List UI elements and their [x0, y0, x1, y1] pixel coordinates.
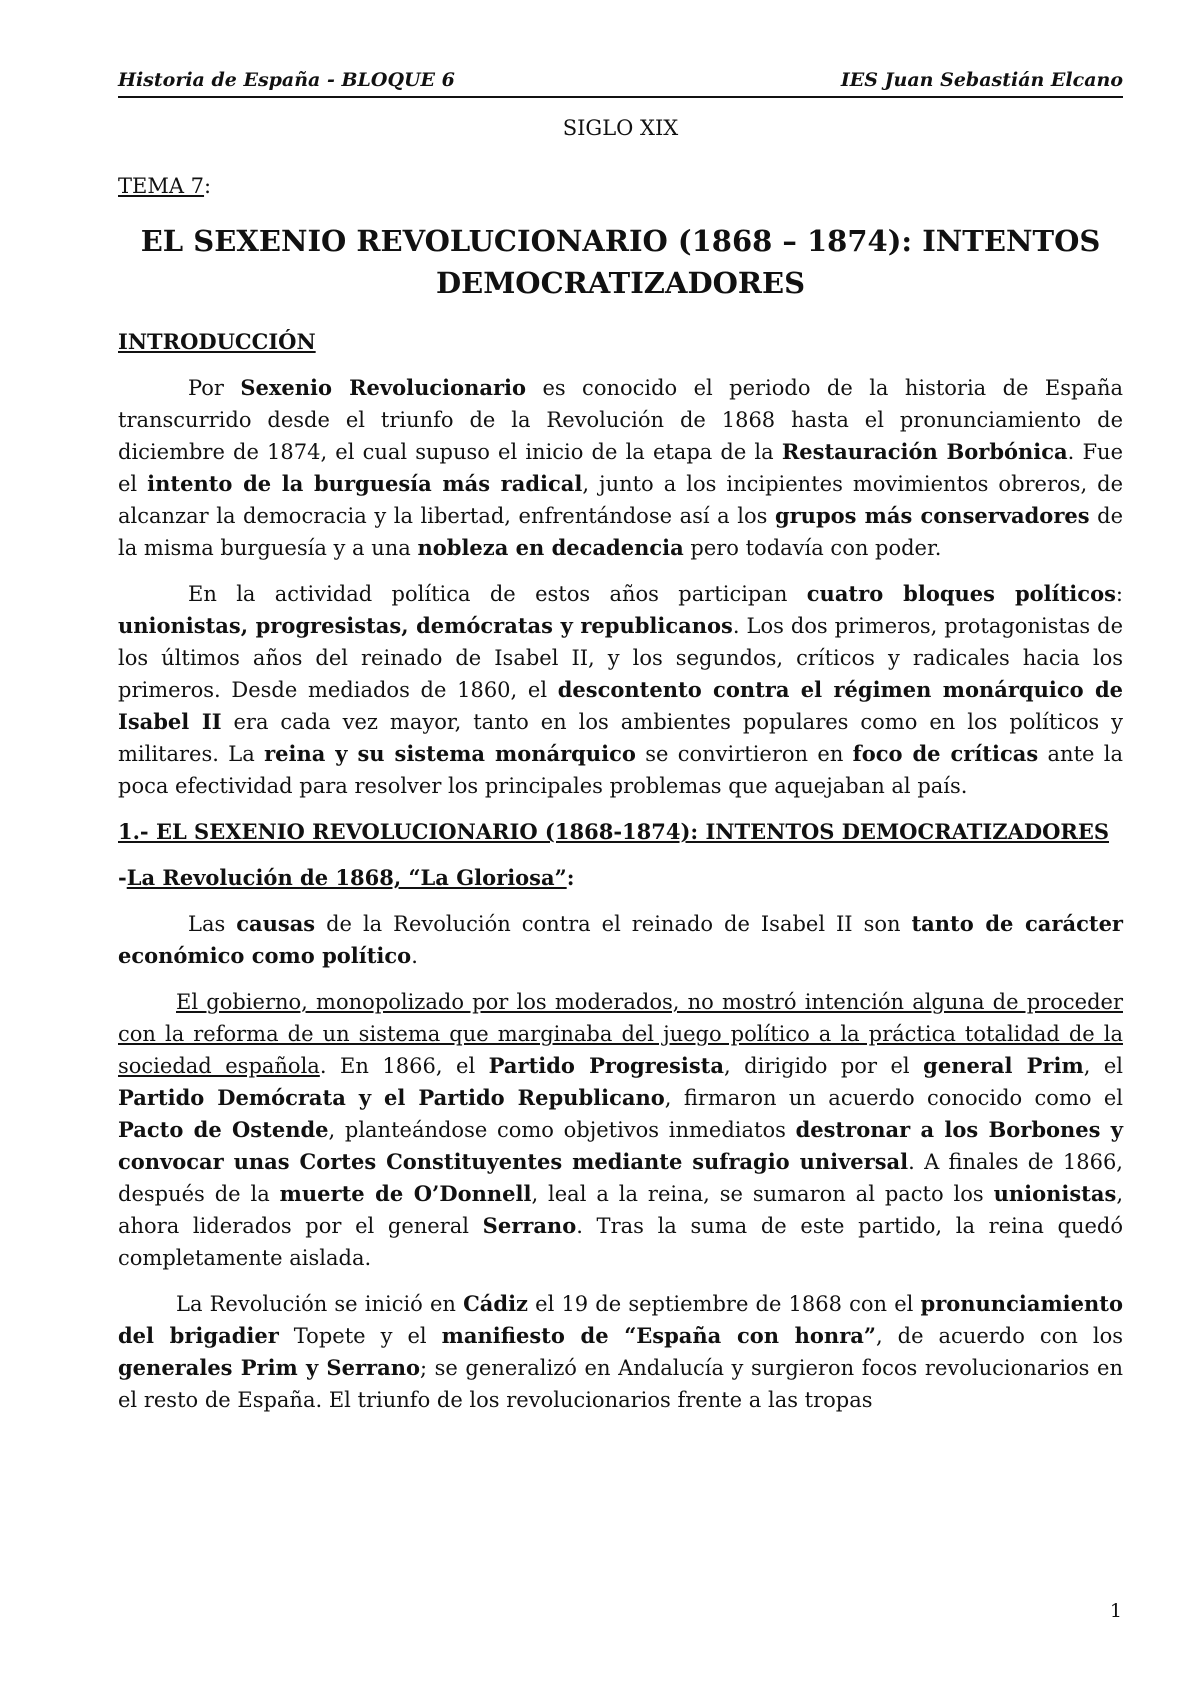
- main-title-line2: DEMOCRATIZADORES: [435, 266, 806, 300]
- header-right: IES Juan Sebastián Elcano: [840, 69, 1123, 91]
- revolution-paragraph: La Revolución se inició en Cádiz el 19 de septiembre de 1868 con el pronunciamiento del brigadier Topete y el manifiesto de “España con honra”, de acuerdo con los generales Prim y Serrano; se generalizó en Andalucía y surgieron focos revolucionarios en el resto de España. El triunfo de los revolucionarios frente a las tropas: [118, 1291, 1123, 1412]
- header-left: Historia de España - BLOQUE 6: [118, 69, 455, 91]
- main-title-line1: EL SEXENIO REVOLUCIONARIO (1868 – 1874): INTENTOS: [140, 224, 1101, 258]
- intro-paragraph-1: Por Sexenio Revolucionario es conocido el periodo de la historia de España transcurrido desde el triunfo de la Revolución de 1868 hasta el pronunciamiento de diciembre de 1874, el cual supuso el inicio de la etapa de la Restauración Borbónica. Fue el intento de la burguesía más radical, junto a los incipientes movimientos obreros, de alcanzar la democracia y la libertad, enfrentándose así a los grupos más conservadores de la misma burguesía y a una nobleza en decadencia pero todavía con poder.: [118, 375, 1124, 560]
- subsection-heading: -La Revolución de 1868, “La Gloriosa”:: [118, 865, 575, 890]
- page-header: [118, 68, 1123, 98]
- section-1-heading: 1.- EL SEXENIO REVOLUCIONARIO (1868-1874): INTENTOS DEMOCRATIZADORES: [118, 819, 1109, 844]
- century-heading: SIGLO XIX: [562, 116, 679, 140]
- government-paragraph: El gobierno, monopolizado por los moderados, no mostró intención alguna de proceder con la reforma de un sistema que marginaba del juego político a la práctica totalidad de la sociedad española. En 1866, el Partido Progresista, dirigido por el general Prim, el Partido Demócrata y el Partido Republicano, firmaron un acuerdo conocido como el Pacto de Ostende, planteándose como objetivos inmediatos destronar a los Borbones y convocar unas Cortes Constituyentes mediante sufragio universal. A finales de 1866, después de la muerte de O’Donnell, leal a la reina, se sumaron al pacto los unionistas, ahora liderados por el general Serrano. Tras la suma de este partido, la reina quedó completamente aislada.: [118, 990, 1124, 1270]
- topic-label: TEMA 7:: [118, 174, 212, 198]
- page-content: [118, 112, 1123, 1430]
- intro-paragraph-2: En la actividad política de estos años participan cuatro bloques políticos: unionistas, progresistas, demócratas y republicanos. Los dos primeros, protagonistas de los últimos años del reinado de Isabel II, y los segundos, críticos y radicales hacia los primeros. Desde mediados de 1860, el descontento contra el régimen monárquico de Isabel II era cada vez mayor, tanto en los ambientes populares como en los políticos y militares. La reina y su sistema monárquico se convirtieron en foco de críticas ante la poca efectividad para resolver los principales problemas que aquejaban al país.: [118, 581, 1123, 798]
- topic-label-text: TEMA 7: [118, 174, 205, 198]
- intro-heading: INTRODUCCIÓN: [118, 329, 316, 354]
- causes-paragraph: Las causas de la Revolución contra el reinado de Isabel II son tanto de carácter económico como político.: [118, 911, 1123, 968]
- page-number: 1: [1109, 1600, 1122, 1622]
- main-title: [118, 220, 1123, 304]
